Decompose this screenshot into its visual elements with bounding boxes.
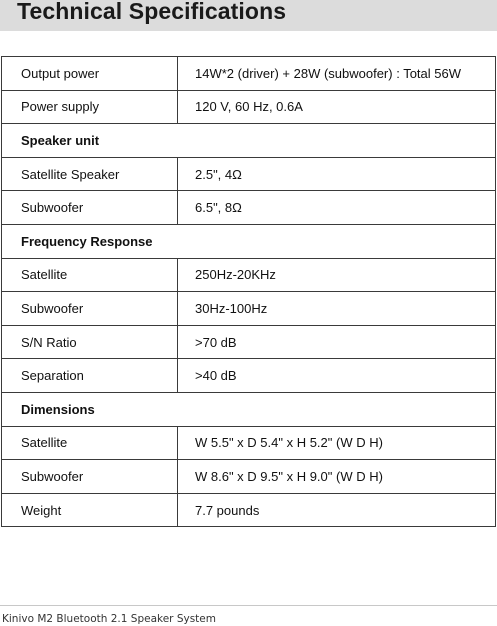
section-heading: Speaker unit [2,124,496,158]
section-row [2,224,496,258]
title-banner [0,0,497,31]
section-row [2,124,496,158]
table-row [2,426,496,460]
spec-value: 7.7 pounds [178,493,496,527]
spec-label: Separation [2,359,178,393]
table-row [2,191,496,225]
spec-value: W 8.6" x D 9.5" x H 9.0" (W D H) [178,460,496,494]
spec-value: >70 dB [178,325,496,359]
table-row [2,57,496,91]
table-row [2,359,496,393]
table-row [2,258,496,292]
spec-value: 6.5", 8Ω [178,191,496,225]
section-row [2,392,496,426]
table-row [2,325,496,359]
spec-label: Satellite [2,258,178,292]
footer-caption: Kinivo M2 Bluetooth 2.1 Speaker System [2,613,216,625]
table-row [2,157,496,191]
footer-divider [0,605,497,606]
spec-value: 120 V, 60 Hz, 0.6A [178,90,496,124]
spec-label: Output power [2,57,178,91]
spec-value: 30Hz-100Hz [178,292,496,326]
spec-value: 250Hz-20KHz [178,258,496,292]
spec-value: 14W*2 (driver) + 28W (subwoofer) : Total 56W [178,57,496,91]
spec-table [1,56,496,527]
spec-label: Satellite Speaker [2,157,178,191]
spec-value: 2.5", 4Ω [178,157,496,191]
table-row [2,292,496,326]
spec-label: Weight [2,493,178,527]
table-row [2,90,496,124]
section-heading: Frequency Response [2,224,496,258]
spec-label: Subwoofer [2,460,178,494]
table-row [2,460,496,494]
spec-value: >40 dB [178,359,496,393]
section-heading: Dimensions [2,392,496,426]
spec-label: Power supply [2,90,178,124]
spec-label: Subwoofer [2,191,178,225]
spec-table-body [2,57,496,527]
spec-label: S/N Ratio [2,325,178,359]
page-title: Technical Specifications [17,0,287,24]
table-row [2,493,496,527]
spec-label: Subwoofer [2,292,178,326]
spec-label: Satellite [2,426,178,460]
spec-value: W 5.5" x D 5.4" x H 5.2" (W D H) [178,426,496,460]
